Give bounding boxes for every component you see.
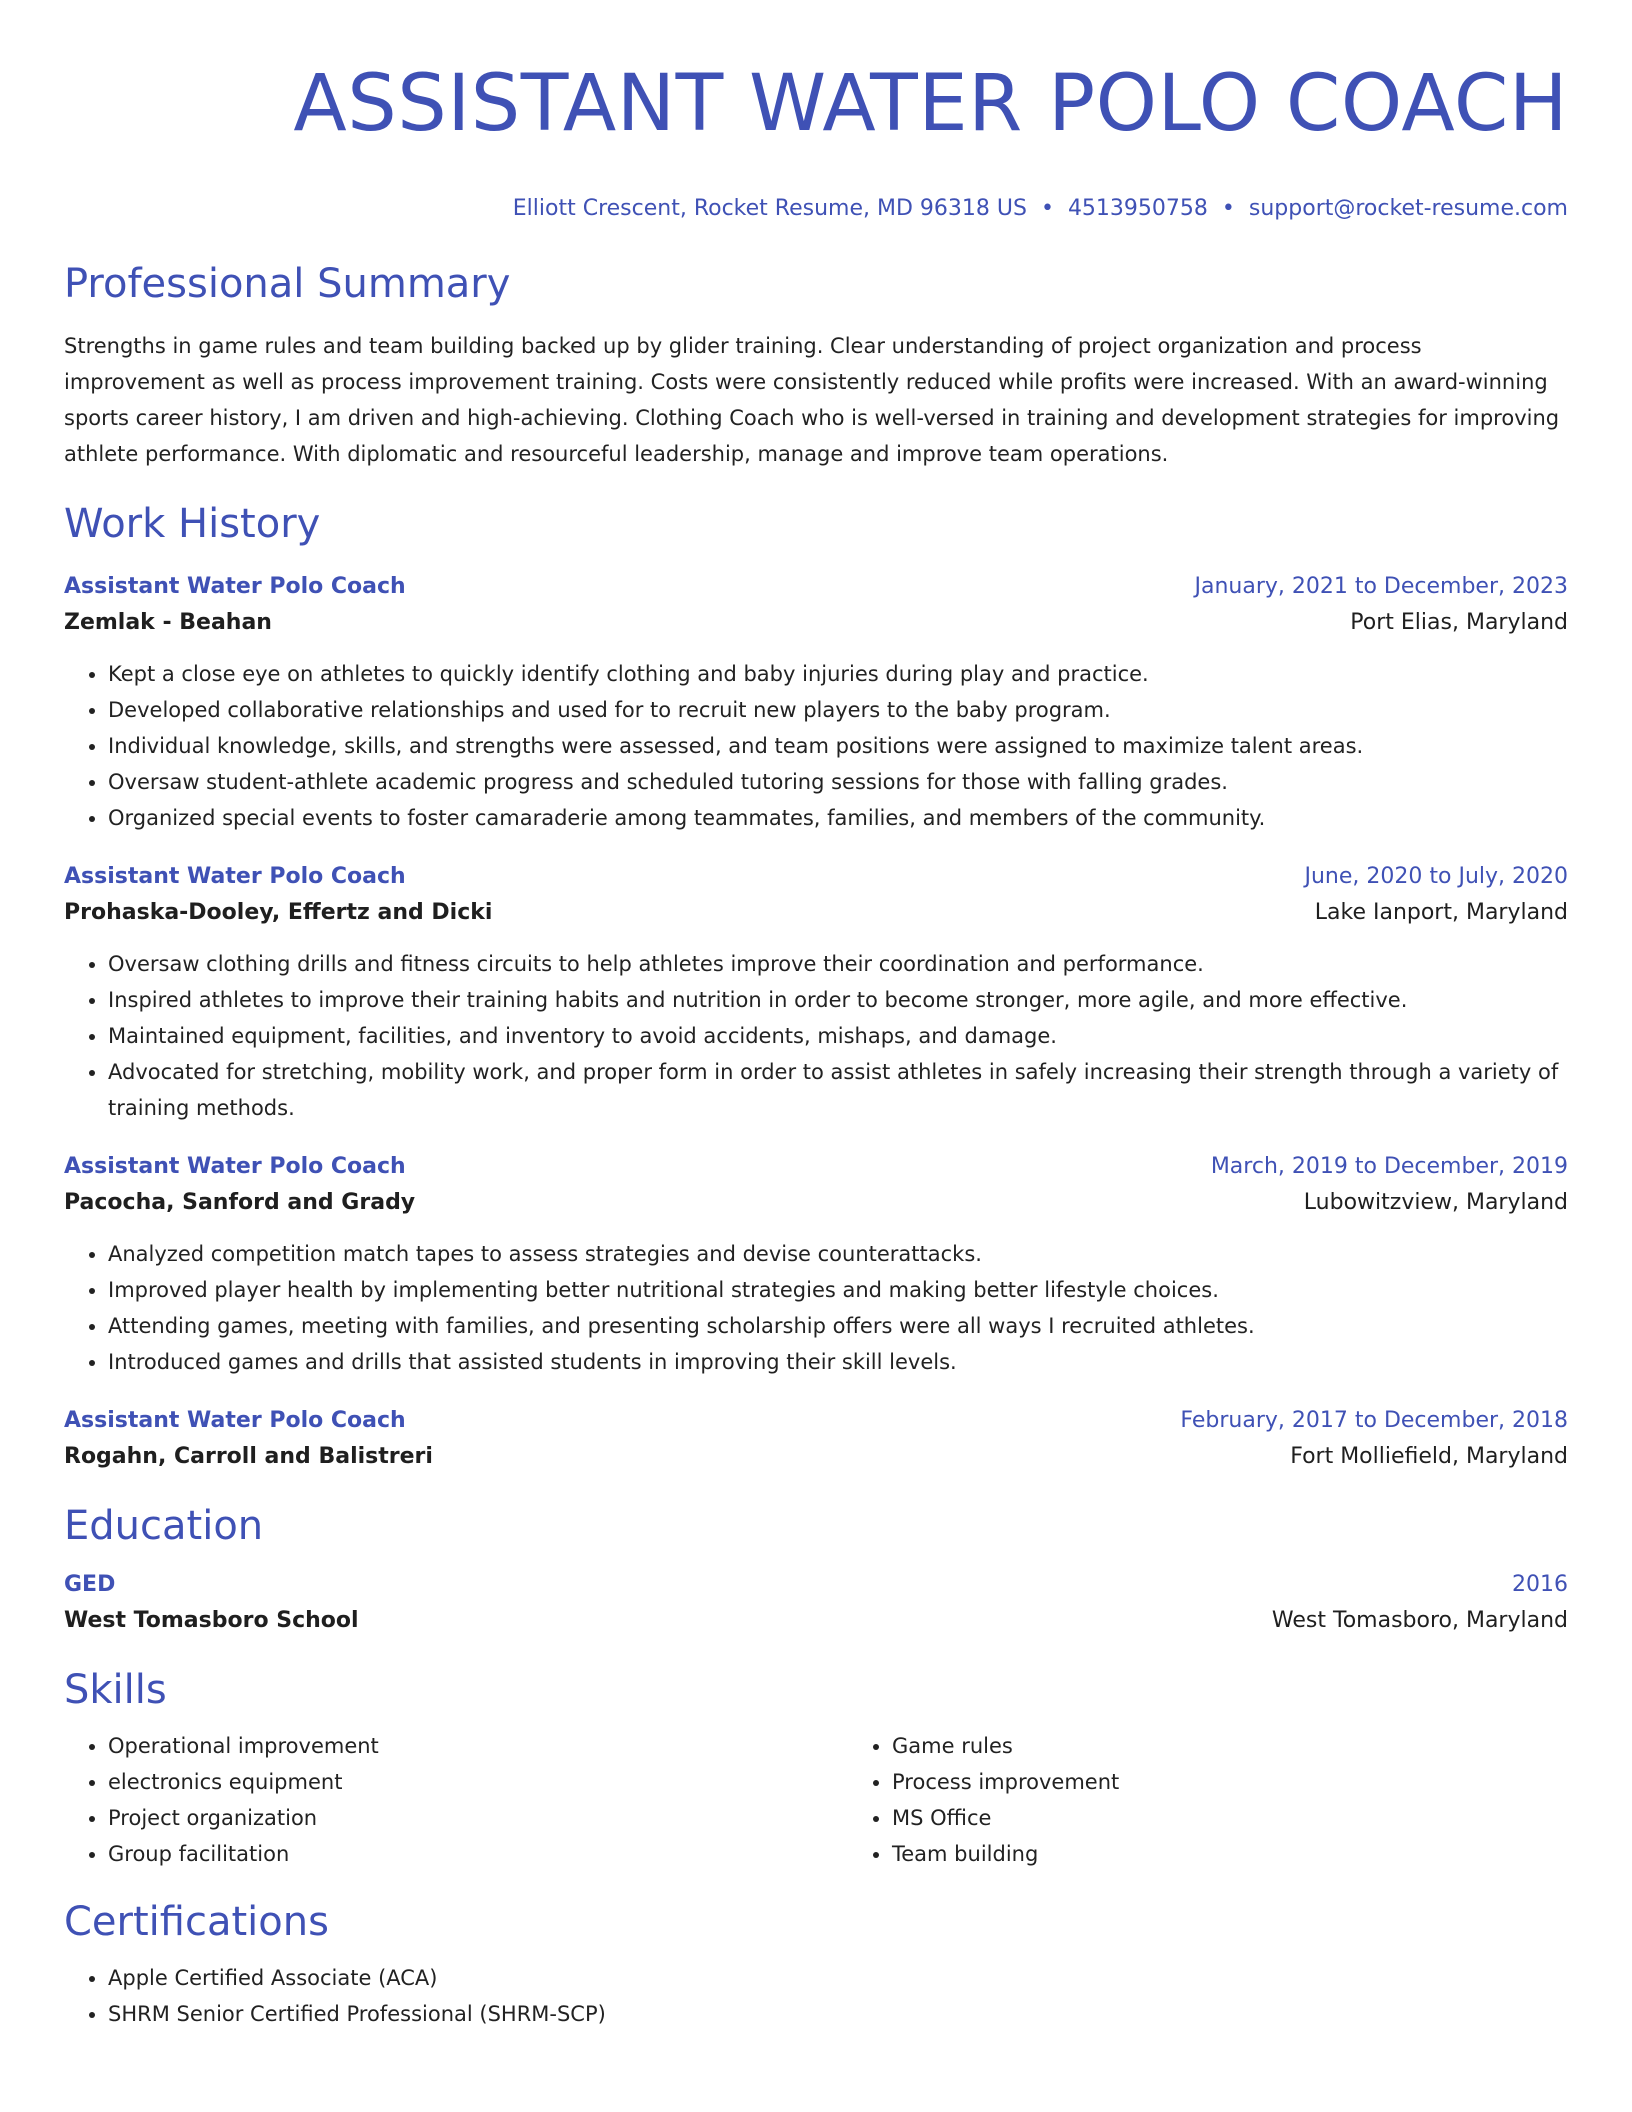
education-location: West Tomasboro, Maryland — [1271, 1608, 1568, 1633]
contact-separator: • — [1040, 196, 1054, 221]
job-location: Lubowitzview, Maryland — [1303, 1190, 1568, 1215]
job-bullet: • Oversaw student-athlete academic progress and scheduled tutoring sessions for those with falling grades. — [108, 764, 1568, 800]
contact-email: support@rocket-resume.com — [1248, 196, 1568, 221]
job-title: Assistant Water Polo Coach — [64, 864, 406, 889]
skills-list — [64, 1728, 1568, 1872]
job-bullet: • Introduced games and drills that assisted students in improving their skill levels. — [108, 1344, 1568, 1380]
job-location: Lake Ianport, Maryland — [1314, 900, 1568, 925]
job-bullet: • Oversaw clothing drills and fitness circuits to help athletes improve their coordination and performance. — [108, 946, 1568, 982]
skill-item: • Team building — [892, 1836, 1119, 1872]
job-bullet: • Inspired athletes to improve their training habits and nutrition in order to become stronger, more agile, and more effective. — [108, 982, 1568, 1018]
job-entry — [64, 860, 1568, 1126]
job-bullet: • Analyzed competition match tapes to assess strategies and devise counterattacks. — [108, 1236, 1568, 1272]
contact-line — [64, 194, 1568, 224]
certifications-list — [64, 1960, 1568, 2032]
job-company: Pacocha, Sanford and Grady — [64, 1190, 416, 1215]
job-title: Assistant Water Polo Coach — [64, 574, 406, 599]
job-bullet: • Maintained equipment, facilities, and inventory to avoid accidents, mishaps, and damage. — [108, 1018, 1568, 1054]
job-entry — [64, 1150, 1568, 1380]
job-bullet: • Kept a close eye on athletes to quickly identify clothing and baby injuries during play and practice. — [108, 656, 1568, 692]
skill-item: • Operational improvement — [108, 1728, 848, 1764]
contact-separator: • — [1221, 196, 1235, 221]
page-title: ASSISTANT WATER POLO COACH — [293, 59, 1568, 149]
job-title: Assistant Water Polo Coach — [64, 1154, 406, 1179]
job-dates: June, 2020 to July, 2020 — [1304, 864, 1568, 889]
skill-item: • MS Office — [892, 1800, 1119, 1836]
job-title: Assistant Water Polo Coach — [64, 1408, 406, 1433]
skills-column-left — [64, 1728, 848, 1872]
job-dates: January, 2021 to December, 2023 — [1194, 574, 1568, 599]
job-bullet: • Improved player health by implementing better nutritional strategies and making better lifestyle choices. — [108, 1272, 1568, 1308]
skills-column-right — [848, 1728, 1119, 1872]
skill-item: • Group facilitation — [108, 1836, 848, 1872]
job-bullet: • Developed collaborative relationships and used for to recruit new players to the baby program. — [108, 692, 1568, 728]
job-company: Rogahn, Carroll and Balistreri — [64, 1444, 433, 1469]
contact-address: Elliott Crescent, Rocket Resume, MD 96318 US — [512, 196, 1027, 221]
skill-item: • Game rules — [892, 1728, 1119, 1764]
education-entry — [64, 1568, 1568, 1640]
job-entry — [64, 570, 1568, 836]
job-bullets — [64, 946, 1568, 1126]
job-dates: March, 2019 to December, 2019 — [1210, 1154, 1568, 1179]
certification-item: • Apple Certified Associate (ACA) — [108, 1960, 1568, 1996]
skill-item: • Process improvement — [892, 1764, 1119, 1800]
education-year: 2016 — [1512, 1572, 1568, 1597]
job-bullets — [64, 1236, 1568, 1380]
section-title-skills: Skills — [64, 1667, 167, 1713]
job-dates: February, 2017 to December, 2018 — [1180, 1408, 1568, 1433]
summary-text: Strengths in game rules and team building backed up by glider training. Clear understanding of project organization and process improvement as well as process improvement training. Costs were consistently reduced while profits were increased. With an award-winning sports career history, I am driven and high-achieving. Clothing Coach who is well-versed in training and development strategies for improving athlete performance. With diplomatic and resourceful leadership, manage and improve team operations. — [64, 334, 1560, 466]
job-bullet: • Attending games, meeting with families, and presenting scholarship offers were all ways I recruited athletes. — [108, 1308, 1568, 1344]
skill-item: • electronics equipment — [108, 1764, 848, 1800]
skill-item: • Project organization — [108, 1800, 848, 1836]
job-entry — [64, 1404, 1568, 1476]
section-title-work-history: Work History — [64, 501, 321, 547]
job-location: Fort Molliefield, Maryland — [1290, 1444, 1568, 1469]
job-company: Prohaska-Dooley, Effertz and Dicki — [64, 900, 493, 925]
certification-item: • SHRM Senior Certified Professional (SHRM-SCP) — [108, 1996, 1568, 2032]
job-company: Zemlak - Beahan — [64, 610, 272, 635]
job-bullets — [64, 656, 1568, 836]
education-degree: GED — [64, 1572, 116, 1597]
section-title-certifications: Certifications — [64, 1899, 329, 1945]
job-bullet: • Advocated for stretching, mobility work, and proper form in order to assist athletes in safely increasing their strength through a variety of training methods. — [108, 1054, 1568, 1126]
resume-header — [64, 56, 1568, 224]
job-location: Port Elias, Maryland — [1350, 610, 1568, 635]
job-bullet: • Organized special events to foster camaraderie among teammates, families, and members of the community. — [108, 800, 1568, 836]
section-title-education: Education — [64, 1503, 264, 1549]
section-title-summary: Professional Summary — [64, 261, 511, 307]
job-bullet: • Individual knowledge, skills, and strengths were assessed, and team positions were assigned to maximize talent areas. — [108, 728, 1568, 764]
education-school: West Tomasboro School — [64, 1608, 359, 1633]
contact-phone: 4513950758 — [1067, 196, 1208, 221]
